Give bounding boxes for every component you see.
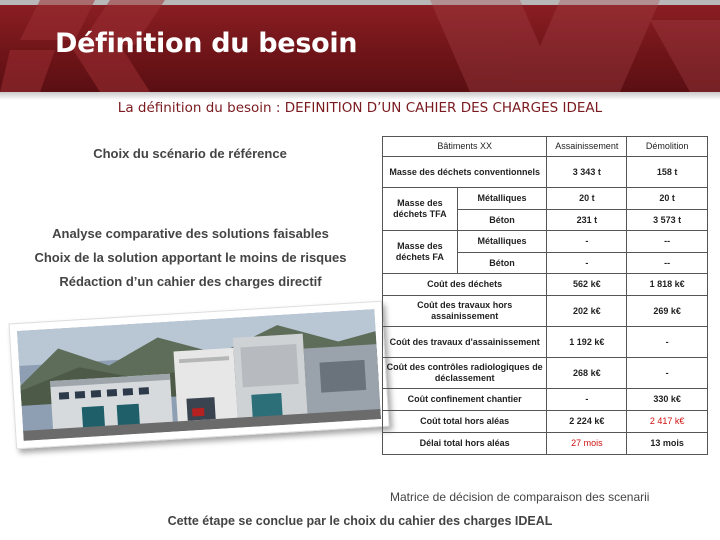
cell-value: - [547, 253, 627, 274]
table-header-row [383, 137, 708, 157]
cell-value: -- [627, 253, 708, 274]
table-row [383, 274, 708, 296]
banner-shadow [0, 92, 720, 100]
row-label: Masse des déchets conventionnels [383, 157, 547, 188]
cell-value: 20 t [627, 188, 708, 210]
table-row [383, 231, 708, 253]
row-label: Coût confinement chantier [383, 389, 547, 411]
cell-value: 202 k€ [547, 296, 627, 327]
row-label: Coût des déchets [383, 274, 547, 296]
building-photo [9, 301, 390, 450]
cell-value: 1 818 k€ [627, 274, 708, 296]
cell-value: 1 192 k€ [547, 327, 627, 358]
cell-value: 330 k€ [627, 389, 708, 411]
header-demolition: Démolition [627, 137, 708, 157]
row-label: Béton [457, 210, 547, 231]
table-row [383, 433, 708, 455]
table-caption: Matrice de décision de comparaison des scenarii [390, 490, 650, 504]
row-group-label: Masse des déchets FA [383, 231, 458, 274]
cell-value: 2 224 k€ [547, 411, 627, 433]
row-label: Béton [457, 253, 547, 274]
table-row [383, 389, 708, 411]
step-text-reference-scenario: Choix du scénario de référence [93, 146, 287, 161]
cell-value-highlight: 27 mois [547, 433, 627, 455]
industrial-site-photo-image [17, 309, 381, 441]
cell-value: 231 t [547, 210, 627, 231]
table-row [383, 157, 708, 188]
cell-value: 562 k€ [547, 274, 627, 296]
subtitle: La définition du besoin : DEFINITION D’UN CAHIER DES CHARGES IDEAL [117, 100, 603, 116]
cell-value: 20 t [547, 188, 627, 210]
row-group-label: Masse des déchets TFA [383, 188, 458, 231]
step-text-comparative-analysis: Analyse comparative des solutions faisables [52, 226, 329, 241]
row-label: Coût total hors aléas [383, 411, 547, 433]
cell-value: 268 k€ [547, 358, 627, 389]
table-row [383, 188, 708, 210]
step-text-specification-drafting: Rédaction d’un cahier des charges directif [59, 274, 322, 289]
cell-value: -- [627, 231, 708, 253]
cell-value: - [547, 231, 627, 253]
header-buildings: Bâtiments XX [383, 137, 547, 157]
cell-value: 158 t [627, 157, 708, 188]
conclusion-text: Cette étape se conclue par le choix du cahier des charges IDEAL [167, 514, 553, 528]
table-row [383, 411, 708, 433]
cell-value: 3 573 t [627, 210, 708, 231]
page-title: Définition du besoin [55, 28, 358, 59]
header-decontamination: Assainissement [547, 137, 627, 157]
row-label: Coût des contrôles radiologiques de déclassement [383, 358, 547, 389]
cell-value: - [627, 327, 708, 358]
row-label: Délai total hors aléas [383, 433, 547, 455]
title-banner [0, 0, 720, 92]
table-row [383, 296, 708, 327]
row-label: Métalliques [457, 231, 547, 253]
cell-value: 13 mois [627, 433, 708, 455]
step-text-least-risk-choice: Choix de la solution apportant le moins de risques [34, 250, 347, 265]
row-label: Coût des travaux d'assainissement [383, 327, 547, 358]
cell-value: - [627, 358, 708, 389]
row-label: Métalliques [457, 188, 547, 210]
cell-value: 269 k€ [627, 296, 708, 327]
cell-value: - [547, 389, 627, 411]
cell-value: 3 343 t [547, 157, 627, 188]
row-label: Coût des travaux hors assainissement [383, 296, 547, 327]
decision-matrix-table [382, 136, 708, 455]
table-row [383, 358, 708, 389]
table-row [383, 327, 708, 358]
cell-value-highlight: 2 417 k€ [627, 411, 708, 433]
